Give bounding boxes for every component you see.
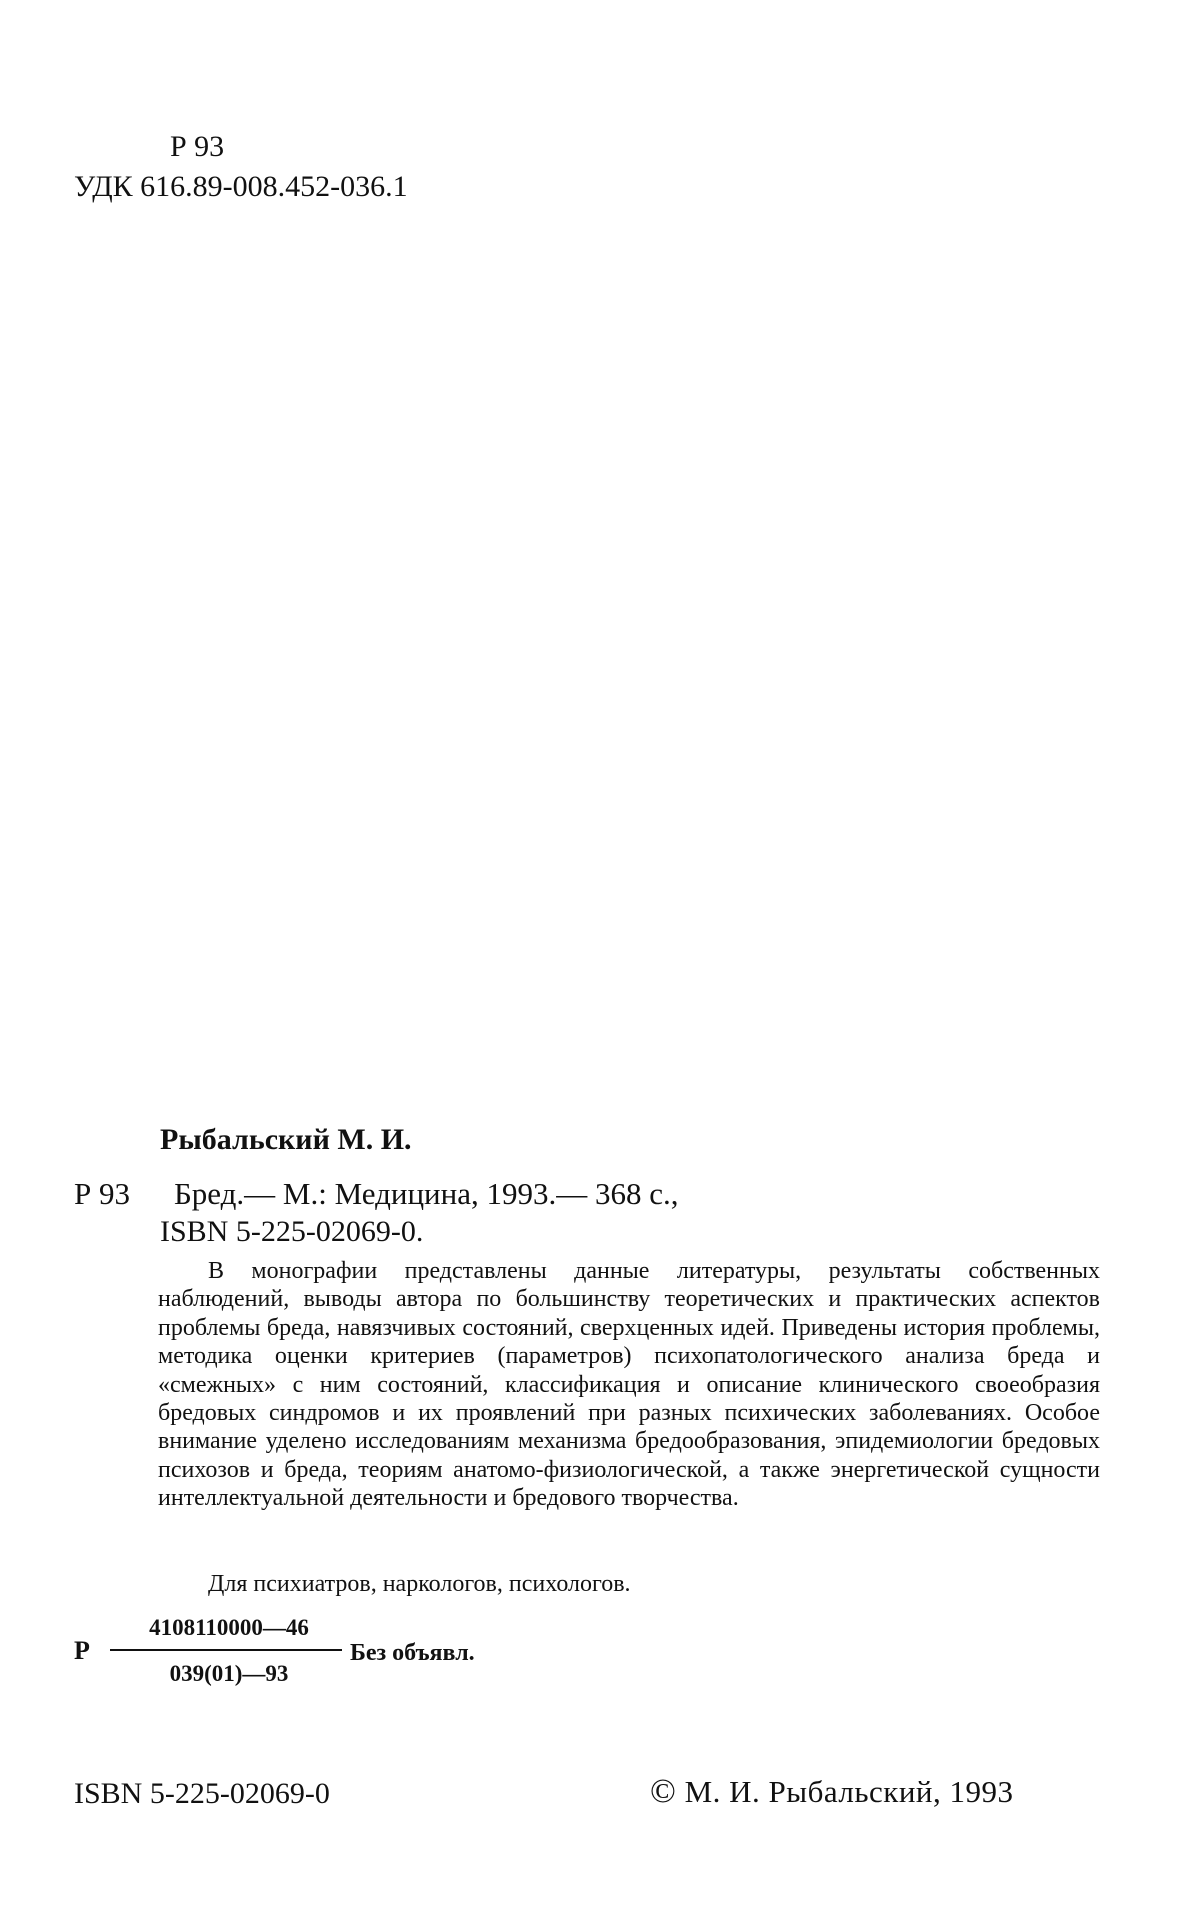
copyright-text: М. И. Рыбальский, 1993 <box>684 1774 1014 1809</box>
footer-isbn: ISBN 5-225-02069-0 <box>74 1777 330 1810</box>
price-letter: Р <box>74 1636 90 1665</box>
bibliographic-entry: Бред.— М.: Медицина, 1993.— 368 с., <box>174 1176 679 1211</box>
price-denominator: 039(01)—93 <box>169 1661 289 1686</box>
udk-code: УДК 616.89-008.452-036.1 <box>74 170 408 203</box>
price-note: Без объявл. <box>350 1640 475 1666</box>
copyright-icon: © <box>650 1773 677 1810</box>
annotation-text: В монографии представлены данные литературы, результаты собственных наблюдений, выводы автора по большинству теоретических и практических аспектов проблемы бреда, навязчивых состояний, сверхценных идей. Приведены история проблемы, методика оценки критериев (параметров) психопатологического анализа бреда и «смежных» с ним состояний, классификация и описание клинического своеобразия бредовых синдромов и их проявлений при разных психических заболеваниях. Особое внимание уделено исследованиям механизма бредообразования, эпидемиологии бредовых психозов и бреда, теориям анатомо-физиологической, а также энергетической сущности интеллектуальной деятельности и бредового творчества. <box>158 1258 1100 1512</box>
copyright-line <box>650 1774 1014 1810</box>
classification-code: Р 93 <box>170 130 225 163</box>
author-name: Рыбальский М. И. <box>160 1123 412 1156</box>
bibliographic-code: Р 93 <box>74 1176 130 1211</box>
bibliographic-isbn: ISBN 5-225-02069-0. <box>160 1215 424 1248</box>
fraction-bar <box>110 1649 342 1651</box>
audience-text: Для психиатров, наркологов, психологов. <box>208 1571 631 1597</box>
price-numerator: 4108110000—46 <box>149 1615 309 1640</box>
